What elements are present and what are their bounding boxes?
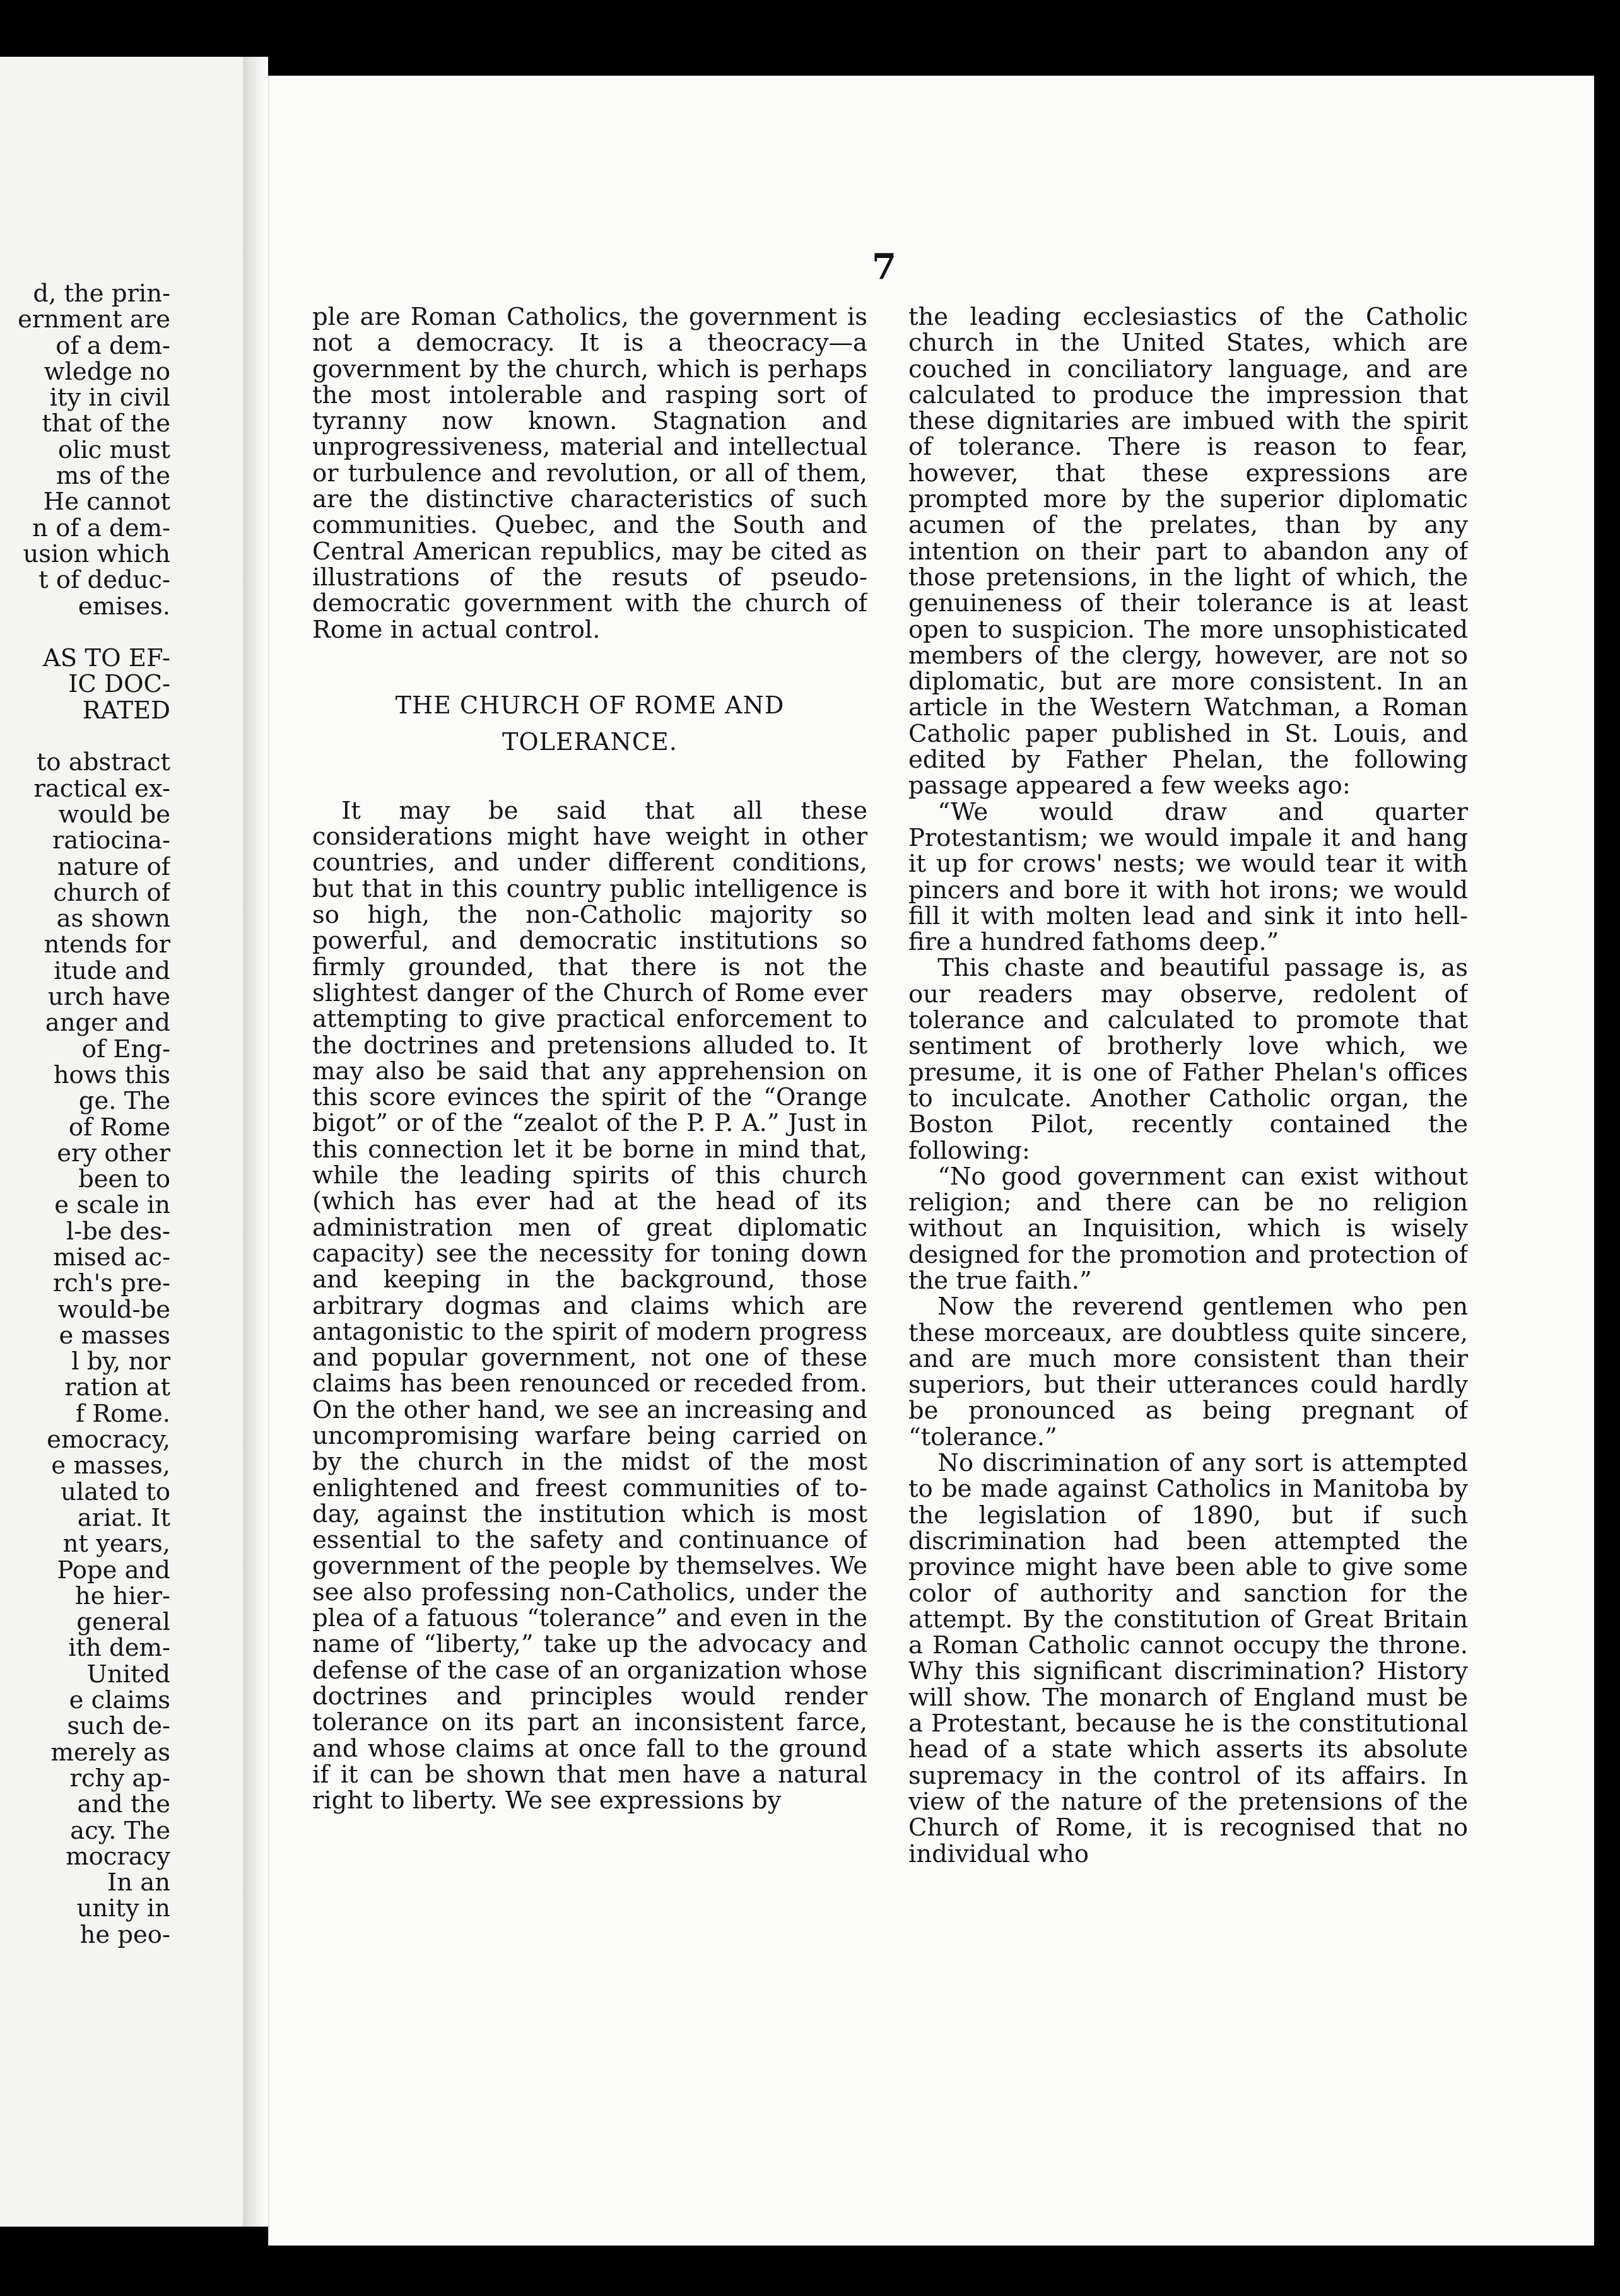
quotation: “No good government can exist without religion; and there can be no religion without an Inquisition, which is wisely designed for the promotion and protection of the true faith.” <box>908 1162 1468 1295</box>
text-fragment: wledge no <box>44 357 170 386</box>
text-fragment: olic must <box>57 435 170 464</box>
text-fragment: In an <box>107 1868 170 1897</box>
quotation: “We would draw and quarter Protestantism; we would impale it and hang it up for crows' nests; we would tear it with pincers and bore it with hot irons; we would fill it with molten lead and sink it into hell-fire a hundred fathoms deep.” <box>908 797 1468 957</box>
section-heading: THE CHURCH OF ROME AND TOLERANCE. <box>395 691 785 756</box>
text-fragment: of Rome <box>68 1113 170 1142</box>
left-page-edge <box>0 57 245 2227</box>
text-fragment: ulated to <box>61 1477 170 1506</box>
paragraph: Now the reverend gentlemen who pen these morceaux, are doubtless quite sincere, and are much more consistent than their superiors, but their utterances could hardly be pronounced as being pregnant of “tolerance.” <box>908 1292 1468 1451</box>
text-fragment: ractical ex- <box>33 774 170 803</box>
text-fragment: ntends for <box>44 930 170 959</box>
text-fragment: acy. The <box>70 1816 170 1845</box>
middle-column <box>312 304 867 2152</box>
text-fragment: l by, nor <box>71 1347 170 1376</box>
text-fragment: nt years, <box>62 1530 170 1559</box>
text-fragment: ge. The <box>78 1087 170 1116</box>
text-fragment: would be <box>58 800 170 829</box>
paragraph: ple are Roman Catholics, the government is not a democracy. It is a theocracy—a government by the church, which is perhaps the most intolerable and rasping sort of tyranny now known. Stagnation and unprogressiveness, material and intellectual or turbulence and revolution, or all of them, are the distinctive characteristics of such communities. Quebec, and the South and Central American republics, may be cited as illustrations of the resuts of pseudo-democratic government with the church of Rome in actual control. <box>312 304 867 644</box>
text-fragment: emocracy, <box>47 1426 170 1455</box>
text-fragment: church of <box>53 878 170 907</box>
text-fragment: of Eng- <box>81 1034 170 1063</box>
text-fragment: RATED <box>82 696 170 725</box>
text-fragment: rchy ap- <box>69 1764 170 1793</box>
text-fragment: f Rome. <box>75 1399 170 1428</box>
text-fragment: Pope and <box>57 1555 170 1584</box>
text-fragment: itude and <box>54 956 170 985</box>
text-fragment: United <box>86 1660 170 1689</box>
text-fragment: ration at <box>64 1373 170 1402</box>
text-fragment: e claims <box>69 1686 170 1715</box>
text-fragment: he peo- <box>79 1920 170 1949</box>
text-fragment: ity in civil <box>49 384 170 413</box>
text-fragment: of a dem- <box>56 331 170 360</box>
text-fragment: that of the <box>42 409 170 438</box>
text-fragment: ith dem- <box>68 1634 170 1663</box>
right-column <box>908 304 1468 2152</box>
text-fragment: emises. <box>78 592 170 621</box>
paragraph: It may be said that all these considerations might have weight in other countries, and under different conditions, but that in this country public intelligence is so high, the non-Catholic majority so powerful, and democratic institutions so firmly grounded, that there is not the slightest danger of the Church of Rome ever attempting to give practical enforcement to the doctrines and pretensions alluded to. It may also be said that any apprehension on this score evinces the spirit of the “Orange bigot” or of the “zealot of the P. P. A.” Just in this connection let it be borne in mind that, while the leading spirits of this church (which has ever had at the head of its administration men of great diplomatic capacity) see the necessity for toning down and keeping in the background, those arbitrary dogmas and claims which are antagonistic to the spirit of modern progress and popular government, not one of these claims has been renounced or receded from. On the other hand, we see an increasing and uncompromising warfare being carried on by the church in the midst of the most enlightened and freest communities of to-day, against the institution which is most essential to the safety and continuance of government of the people by themselves. We see also professing non-Catholics, under the plea of a fatuous “tolerance” and even in the name of “liberty,” take up the advocacy and defense of the case of an organization whose doctrines and principles would render tolerance on its part an inconsistent farce, and whose claims at once fall to the ground if it can be shown that men have a natural right to liberty. We see expressions by <box>312 796 867 1815</box>
text-fragment: e scale in <box>54 1191 170 1220</box>
text-fragment: IC DOC- <box>68 670 170 699</box>
book-gutter <box>243 57 268 2227</box>
text-fragment: n of a dem- <box>32 513 170 542</box>
text-fragment: general <box>76 1608 170 1637</box>
text-fragment: He cannot <box>43 488 170 517</box>
text-fragment: such de- <box>67 1712 170 1741</box>
paragraph: the leading ecclesiastics of the Catholic church in the United States, which are couched in conciliatory language, and are calculated to produce the impression that these dignitaries are imbued with the spirit of tolerance. There is reason to fear, however, that these expressions are prompted more by the superior diplomatic acumen of the prelates, than by any intention on their part to abandon any of those pretensions, in the light of which, the genuineness of their tolerance is at least open to suspicion. The more unsophisticated members of the clergy, however, are not so diplomatic, but are more consistent. In an article in the Western Watchman, a Roman Catholic paper published in St. Louis, and edited by Father Phelan, the following passage appeared a few weeks ago: <box>908 304 1468 800</box>
text-fragment: merely as <box>50 1738 170 1767</box>
text-fragment: d, the prin- <box>33 281 170 308</box>
left-page-text-fragments <box>0 281 170 2110</box>
text-fragment: anger and <box>45 1009 170 1038</box>
text-fragment: ratiocina- <box>52 826 170 855</box>
text-fragment: ernment are <box>18 305 170 334</box>
text-fragment: urch have <box>47 983 170 1012</box>
text-fragment: e masses, <box>51 1451 170 1480</box>
right-page <box>268 76 1594 2246</box>
text-fragment: he hier- <box>74 1581 170 1610</box>
text-fragment: as shown <box>56 905 170 934</box>
line-gap <box>0 723 170 749</box>
text-fragment: ery other <box>57 1139 170 1168</box>
text-fragment: AS TO EF- <box>43 644 170 673</box>
text-fragment: usion which <box>23 539 170 568</box>
text-fragment: mocracy <box>66 1842 170 1871</box>
text-fragment: would-be <box>57 1295 170 1324</box>
text-fragment: t of deduc- <box>38 566 170 595</box>
text-fragment: e masses <box>59 1321 170 1350</box>
text-fragment: been to <box>78 1165 170 1194</box>
text-fragment: to abstract <box>36 748 170 777</box>
text-fragment: ariat. It <box>77 1503 170 1532</box>
text-fragment: nature of <box>57 852 170 881</box>
paragraph: This chaste and beautiful passage is, as our readers may observe, redolent of tolerance and calculated to promote that sentiment of brotherly love which, we presume, it is one of Father Phelan's offices to inculcate. Another Catholic organ, the Boston Pilot, recently contained the following: <box>908 954 1468 1165</box>
text-fragment: unity in <box>76 1894 170 1923</box>
text-fragment: hows this <box>53 1060 170 1089</box>
text-fragment: l-be des- <box>66 1217 170 1246</box>
page-number: 7 <box>872 246 896 288</box>
text-fragment: rch's pre- <box>52 1269 170 1298</box>
text-fragment: mised ac- <box>53 1243 170 1272</box>
line-gap <box>0 619 170 645</box>
text-fragment: and the <box>77 1790 170 1819</box>
paragraph: No discrimination of any sort is attempted to be made against Catholics in Manitoba by the legislation of 1890, but if such discrimination had been attempted the province might have been able to give some color of authority and sanction for the attempt. By the constitution of Great Britain a Roman Catholic cannot occupy the throne. Why this significant discrimination? History will show. The monarch of England must be a Protestant, because he is the constitutional head of a state which asserts its absolute supremacy in the control of its affairs. In view of the nature of the pretensions of the Church of Rome, it is recognised that no individual who <box>908 1449 1468 1868</box>
text-fragment: ms of the <box>56 462 170 491</box>
